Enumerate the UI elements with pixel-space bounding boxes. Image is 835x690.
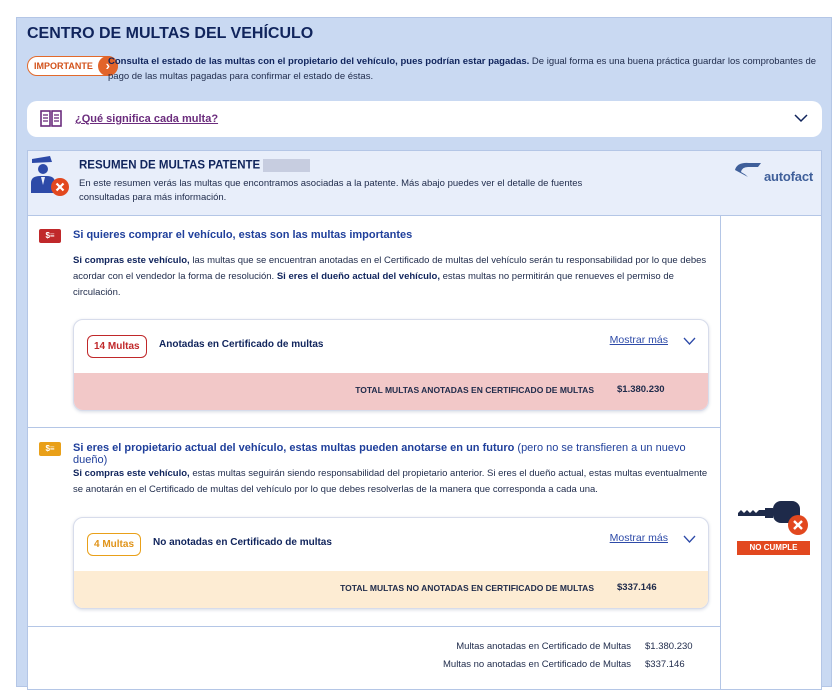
summary-title [79,159,310,172]
section-text [73,253,713,301]
important-notice [27,56,118,76]
total-value: $337.146 [617,582,657,593]
total-label: TOTAL MULTAS ANOTADAS EN CERTIFICADO DE MULTAS [355,385,594,395]
fine-money-icon: $≡ [39,442,61,456]
fine-money-icon-label: $ [45,231,50,240]
autofact-logo-text: autofact [764,169,813,184]
section-bold-1: Si compras este vehículo, [73,468,190,479]
fines-center-panel [16,17,832,687]
status-badge: NO CUMPLE [737,541,810,555]
totals-value: $337.146 [645,659,685,670]
faq-link[interactable]: ¿Qué significa cada multa? [75,113,219,125]
section-title-text: Si eres el propietario actual del vehículo, estas multas pueden anotarse en un futuro [73,442,515,454]
section-text-1: las multas que se encuentran anotadas en el Certificado de multas del vehículo serán tu responsabilidad por lo que debes acordar con el vendedor la forma de resolución. [73,255,707,282]
totals-label: Multas no anotadas en Certificado de Multas [443,659,631,670]
section-bold-1: Si compras este vehículo, [73,255,190,266]
fines-count-badge: 14 Multas [87,335,147,358]
total-label: TOTAL MULTAS NO ANOTADAS EN CERTIFICADO DE MULTAS [340,583,594,593]
important-text [108,54,818,84]
fine-money-icon: $≡ [39,229,61,243]
important-badge [27,56,118,76]
summary-header [28,151,821,216]
book-icon [40,110,62,127]
fine-money-icon-label: $ [45,444,50,453]
section-text [73,466,713,498]
plate-redacted [263,159,310,172]
summary-title-text: RESUMEN DE MULTAS PATENTE [79,159,261,172]
total-value: $1.380.230 [617,384,665,395]
chevron-down-icon[interactable] [683,337,696,346]
section-bold-2: Si eres el dueño actual del vehículo, [276,271,440,282]
key-cancel-icon [737,499,813,537]
important-rest-text: De igual forma es una buena práctica guardar los comprobantes de pago de las multas pagadas para confirmar el estado de éstas. [108,56,817,82]
summary-text: En este resumen verás las multas que encontramos asociadas a la patente. Más abajo puedes ver el detalle de fuentes consultadas para más información. [79,178,583,203]
chevron-down-icon[interactable] [794,111,808,125]
faq-accordion[interactable] [27,101,822,137]
fines-box-unregistered [73,517,709,609]
chevron-right-icon: › [98,56,118,76]
summary-card [27,150,822,690]
section-title [73,442,720,466]
fines-box-registered [73,319,709,411]
future-fines-section [28,428,720,627]
section-title: Si quieres comprar el vehículo, estas son las multas importantes [73,229,413,241]
chevron-down-icon[interactable] [683,535,696,544]
important-fines-section [28,215,720,428]
fines-box-label: No anotadas en Certificado de multas [153,537,332,548]
show-more-link[interactable]: Mostrar más [609,334,668,346]
important-badge-label: IMPORTANTE [34,61,93,71]
status-column [720,215,822,689]
section-text-2: estas multas no permitirán que renueves el permiso de circulación. [73,271,674,298]
important-bold-text: Consulta el estado de las multas con el propietario del vehículo, pues podrían estar pagadas. [108,56,530,67]
total-row [74,373,708,410]
officer-icon [28,155,72,197]
section-title-note: (pero no se transfieren a un nuevo dueño) [73,442,686,466]
totals-value: $1.380.230 [645,641,693,652]
totals-label: Multas anotadas en Certificado de Multas [456,641,631,652]
fines-box-label: Anotadas en Certificado de multas [159,339,324,350]
page-title: CENTRO DE MULTAS DEL VEHÍCULO [27,25,314,42]
section-text-1: estas multas seguirán siendo responsabilidad del propietario anterior. Si eres el dueño actual, estas multas eventualmente se anotarán en el Certificado de multas del vehículo por lo que debes resolverlas de la manera que corresponda a cada una. [73,468,708,495]
show-more-link[interactable]: Mostrar más [609,532,668,544]
total-row [74,571,708,608]
fines-count-badge: 4 Multas [87,533,141,556]
